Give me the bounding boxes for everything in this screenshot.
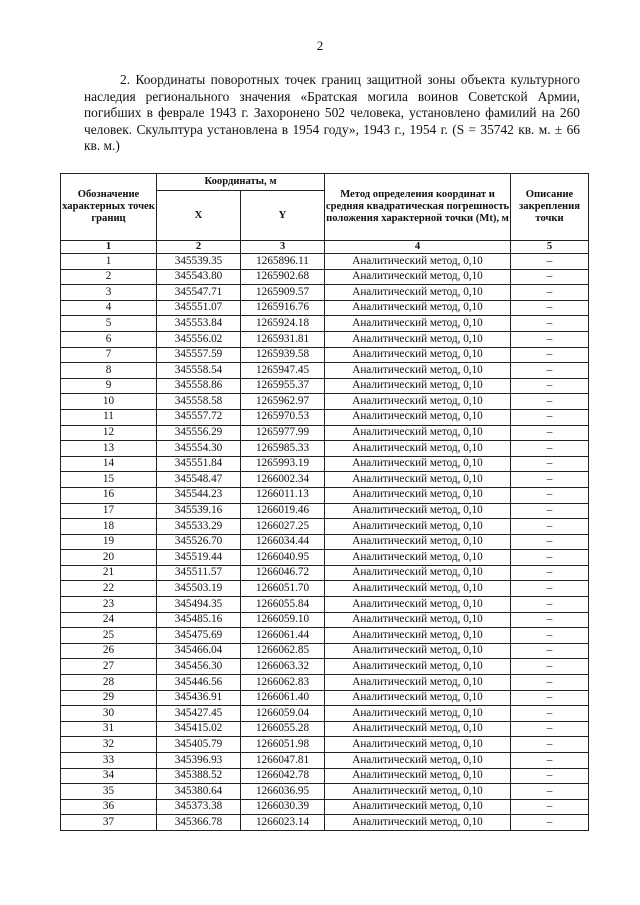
table-row xyxy=(61,799,589,815)
y-coordinate-cell: 1265955.37 xyxy=(241,378,325,394)
y-coordinate-cell: 1266059.10 xyxy=(241,612,325,628)
method-cell: Аналитический метод, 0,10 xyxy=(325,643,511,659)
y-coordinate-cell: 1266042.78 xyxy=(241,768,325,784)
x-coordinate-cell: 345539.35 xyxy=(157,254,241,270)
y-coordinate-cell: 1265977.99 xyxy=(241,425,325,441)
method-cell: Аналитический метод, 0,10 xyxy=(325,768,511,784)
y-coordinate-cell: 1265909.57 xyxy=(241,285,325,301)
y-coordinate-cell: 1265916.76 xyxy=(241,300,325,316)
table-row xyxy=(61,456,589,472)
point-number-cell: 30 xyxy=(61,706,157,722)
table-row xyxy=(61,737,589,753)
description-cell: – xyxy=(511,441,589,457)
table-row xyxy=(61,285,589,301)
description-cell: – xyxy=(511,581,589,597)
table-row xyxy=(61,425,589,441)
table-row xyxy=(61,472,589,488)
y-coordinate-cell: 1265985.33 xyxy=(241,441,325,457)
point-number-cell: 21 xyxy=(61,565,157,581)
y-coordinate-cell: 1265993.19 xyxy=(241,456,325,472)
y-coordinate-cell: 1266030.39 xyxy=(241,799,325,815)
x-coordinate-cell: 345557.59 xyxy=(157,347,241,363)
column-number: 1 xyxy=(61,241,157,254)
method-cell: Аналитический метод, 0,10 xyxy=(325,503,511,519)
description-cell: – xyxy=(511,285,589,301)
table-row xyxy=(61,363,589,379)
x-coordinate-cell: 345494.35 xyxy=(157,597,241,613)
method-cell: Аналитический метод, 0,10 xyxy=(325,363,511,379)
method-cell: Аналитический метод, 0,10 xyxy=(325,254,511,270)
description-cell: – xyxy=(511,706,589,722)
method-cell: Аналитический метод, 0,10 xyxy=(325,597,511,613)
y-coordinate-cell: 1266063.32 xyxy=(241,659,325,675)
y-coordinate-cell: 1265931.81 xyxy=(241,331,325,347)
point-number-cell: 5 xyxy=(61,316,157,332)
column-number: 2 xyxy=(157,241,241,254)
point-number-cell: 17 xyxy=(61,503,157,519)
table-row xyxy=(61,815,589,831)
table-row xyxy=(61,550,589,566)
description-cell: – xyxy=(511,378,589,394)
description-cell: – xyxy=(511,815,589,831)
method-cell: Аналитический метод, 0,10 xyxy=(325,519,511,535)
method-cell: Аналитический метод, 0,10 xyxy=(325,331,511,347)
table-row xyxy=(61,254,589,270)
y-coordinate-cell: 1266059.04 xyxy=(241,706,325,722)
x-coordinate-cell: 345556.29 xyxy=(157,425,241,441)
table-row xyxy=(61,347,589,363)
y-coordinate-cell: 1265939.58 xyxy=(241,347,325,363)
x-coordinate-cell: 345427.45 xyxy=(157,706,241,722)
point-number-cell: 3 xyxy=(61,285,157,301)
point-number-cell: 19 xyxy=(61,534,157,550)
y-coordinate-cell: 1266019.46 xyxy=(241,503,325,519)
table-row xyxy=(61,784,589,800)
description-cell: – xyxy=(511,425,589,441)
y-coordinate-cell: 1266061.40 xyxy=(241,690,325,706)
x-coordinate-cell: 345558.58 xyxy=(157,394,241,410)
x-coordinate-cell: 345396.93 xyxy=(157,753,241,769)
table-row xyxy=(61,659,589,675)
point-number-cell: 29 xyxy=(61,690,157,706)
description-cell: – xyxy=(511,737,589,753)
method-cell: Аналитический метод, 0,10 xyxy=(325,425,511,441)
method-cell: Аналитический метод, 0,10 xyxy=(325,784,511,800)
point-number-cell: 9 xyxy=(61,378,157,394)
column-number: 3 xyxy=(241,241,325,254)
method-cell: Аналитический метод, 0,10 xyxy=(325,815,511,831)
paragraph-text: 2. Координаты поворотных точек границ защитной зоны объекта культурного наследия регионального значения «Братская могила воинов Советской Армии, погибших в феврале 1943 г. Захоронено 502 человека, установлено фамилий на 260 человек. Скульптура установлена в 1954 году», 1943 г., 1954 г. (S = 35742 кв. м. ± 66 кв. м.) xyxy=(84,72,580,153)
method-cell: Аналитический метод, 0,10 xyxy=(325,706,511,722)
x-coordinate-cell: 345556.02 xyxy=(157,331,241,347)
x-coordinate-cell: 345551.84 xyxy=(157,456,241,472)
point-number-cell: 23 xyxy=(61,597,157,613)
table-row xyxy=(61,503,589,519)
table-row xyxy=(61,316,589,332)
description-cell: – xyxy=(511,784,589,800)
description-cell: – xyxy=(511,363,589,379)
point-number-cell: 36 xyxy=(61,799,157,815)
point-number-cell: 11 xyxy=(61,409,157,425)
description-cell: – xyxy=(511,628,589,644)
header-y: Y xyxy=(241,191,325,241)
method-cell: Аналитический метод, 0,10 xyxy=(325,300,511,316)
method-cell: Аналитический метод, 0,10 xyxy=(325,550,511,566)
table-row xyxy=(61,269,589,285)
point-number-cell: 6 xyxy=(61,331,157,347)
x-coordinate-cell: 345533.29 xyxy=(157,519,241,535)
method-cell: Аналитический метод, 0,10 xyxy=(325,753,511,769)
table-row xyxy=(61,612,589,628)
x-coordinate-cell: 345436.91 xyxy=(157,690,241,706)
point-number-cell: 25 xyxy=(61,628,157,644)
y-coordinate-cell: 1266047.81 xyxy=(241,753,325,769)
table-row xyxy=(61,581,589,597)
description-cell: – xyxy=(511,300,589,316)
y-coordinate-cell: 1266051.98 xyxy=(241,737,325,753)
point-number-cell: 13 xyxy=(61,441,157,457)
table-row xyxy=(61,441,589,457)
x-coordinate-cell: 345456.30 xyxy=(157,659,241,675)
description-cell: – xyxy=(511,768,589,784)
x-coordinate-cell: 345519.44 xyxy=(157,550,241,566)
header-method: Метод определения координат и средняя квадратическая погрешность положения характерной точки (Mt), м xyxy=(325,174,511,241)
method-cell: Аналитический метод, 0,10 xyxy=(325,487,511,503)
point-number-cell: 32 xyxy=(61,737,157,753)
column-number: 4 xyxy=(325,241,511,254)
x-coordinate-cell: 345446.56 xyxy=(157,675,241,691)
x-coordinate-cell: 345548.47 xyxy=(157,472,241,488)
description-cell: – xyxy=(511,597,589,613)
y-coordinate-cell: 1266034.44 xyxy=(241,534,325,550)
method-cell: Аналитический метод, 0,10 xyxy=(325,378,511,394)
description-cell: – xyxy=(511,503,589,519)
description-cell: – xyxy=(511,721,589,737)
description-cell: – xyxy=(511,487,589,503)
y-coordinate-cell: 1265902.68 xyxy=(241,269,325,285)
x-coordinate-cell: 345526.70 xyxy=(157,534,241,550)
method-cell: Аналитический метод, 0,10 xyxy=(325,690,511,706)
description-cell: – xyxy=(511,690,589,706)
table-row xyxy=(61,643,589,659)
point-number-cell: 34 xyxy=(61,768,157,784)
header-coordinates: Координаты, м xyxy=(157,174,325,191)
method-cell: Аналитический метод, 0,10 xyxy=(325,269,511,285)
y-coordinate-cell: 1265896.11 xyxy=(241,254,325,270)
x-coordinate-cell: 345366.78 xyxy=(157,815,241,831)
description-cell: – xyxy=(511,347,589,363)
coordinates-paragraph xyxy=(84,72,580,155)
y-coordinate-cell: 1265947.45 xyxy=(241,363,325,379)
x-coordinate-cell: 345554.30 xyxy=(157,441,241,457)
method-cell: Аналитический метод, 0,10 xyxy=(325,659,511,675)
description-cell: – xyxy=(511,799,589,815)
y-coordinate-cell: 1266040.95 xyxy=(241,550,325,566)
description-cell: – xyxy=(511,456,589,472)
method-cell: Аналитический метод, 0,10 xyxy=(325,581,511,597)
description-cell: – xyxy=(511,675,589,691)
x-coordinate-cell: 345388.52 xyxy=(157,768,241,784)
point-number-cell: 26 xyxy=(61,643,157,659)
method-cell: Аналитический метод, 0,10 xyxy=(325,721,511,737)
y-coordinate-cell: 1265924.18 xyxy=(241,316,325,332)
description-cell: – xyxy=(511,753,589,769)
table-row xyxy=(61,487,589,503)
point-number-cell: 2 xyxy=(61,269,157,285)
description-cell: – xyxy=(511,409,589,425)
description-cell: – xyxy=(511,550,589,566)
description-cell: – xyxy=(511,534,589,550)
description-cell: – xyxy=(511,472,589,488)
description-cell: – xyxy=(511,565,589,581)
point-number-cell: 20 xyxy=(61,550,157,566)
point-number-cell: 14 xyxy=(61,456,157,472)
y-coordinate-cell: 1266062.83 xyxy=(241,675,325,691)
table-row xyxy=(61,409,589,425)
description-cell: – xyxy=(511,269,589,285)
x-coordinate-cell: 345551.07 xyxy=(157,300,241,316)
point-number-cell: 7 xyxy=(61,347,157,363)
method-cell: Аналитический метод, 0,10 xyxy=(325,565,511,581)
table-row xyxy=(61,534,589,550)
y-coordinate-cell: 1265962.97 xyxy=(241,394,325,410)
method-cell: Аналитический метод, 0,10 xyxy=(325,737,511,753)
description-cell: – xyxy=(511,659,589,675)
method-cell: Аналитический метод, 0,10 xyxy=(325,675,511,691)
coordinates-table xyxy=(60,173,589,831)
table-row xyxy=(61,300,589,316)
method-cell: Аналитический метод, 0,10 xyxy=(325,534,511,550)
description-cell: – xyxy=(511,331,589,347)
method-cell: Аналитический метод, 0,10 xyxy=(325,394,511,410)
point-number-cell: 22 xyxy=(61,581,157,597)
x-coordinate-cell: 345539.16 xyxy=(157,503,241,519)
y-coordinate-cell: 1266055.84 xyxy=(241,597,325,613)
x-coordinate-cell: 345405.79 xyxy=(157,737,241,753)
column-number: 5 xyxy=(511,241,589,254)
description-cell: – xyxy=(511,254,589,270)
point-number-cell: 35 xyxy=(61,784,157,800)
description-cell: – xyxy=(511,316,589,332)
x-coordinate-cell: 345544.23 xyxy=(157,487,241,503)
point-number-cell: 16 xyxy=(61,487,157,503)
method-cell: Аналитический метод, 0,10 xyxy=(325,347,511,363)
method-cell: Аналитический метод, 0,10 xyxy=(325,456,511,472)
x-coordinate-cell: 345466.04 xyxy=(157,643,241,659)
table-row xyxy=(61,331,589,347)
x-coordinate-cell: 345380.64 xyxy=(157,784,241,800)
point-number-cell: 27 xyxy=(61,659,157,675)
y-coordinate-cell: 1265970.53 xyxy=(241,409,325,425)
x-coordinate-cell: 345543.80 xyxy=(157,269,241,285)
table-row xyxy=(61,597,589,613)
x-coordinate-cell: 345415.02 xyxy=(157,721,241,737)
page-number: 2 xyxy=(316,38,324,53)
method-cell: Аналитический метод, 0,10 xyxy=(325,472,511,488)
table-row xyxy=(61,675,589,691)
method-cell: Аналитический метод, 0,10 xyxy=(325,285,511,301)
point-number-cell: 4 xyxy=(61,300,157,316)
table-row xyxy=(61,565,589,581)
description-cell: – xyxy=(511,394,589,410)
table-row xyxy=(61,768,589,784)
x-coordinate-cell: 345553.84 xyxy=(157,316,241,332)
method-cell: Аналитический метод, 0,10 xyxy=(325,409,511,425)
y-coordinate-cell: 1266023.14 xyxy=(241,815,325,831)
y-coordinate-cell: 1266002.34 xyxy=(241,472,325,488)
description-cell: – xyxy=(511,643,589,659)
y-coordinate-cell: 1266027.25 xyxy=(241,519,325,535)
x-coordinate-cell: 345557.72 xyxy=(157,409,241,425)
point-number-cell: 15 xyxy=(61,472,157,488)
point-number-cell: 8 xyxy=(61,363,157,379)
point-number-cell: 10 xyxy=(61,394,157,410)
description-cell: – xyxy=(511,612,589,628)
x-coordinate-cell: 345485.16 xyxy=(157,612,241,628)
x-coordinate-cell: 345373.38 xyxy=(157,799,241,815)
point-number-cell: 18 xyxy=(61,519,157,535)
x-coordinate-cell: 345503.19 xyxy=(157,581,241,597)
x-coordinate-cell: 345558.86 xyxy=(157,378,241,394)
table-row xyxy=(61,706,589,722)
point-number-cell: 33 xyxy=(61,753,157,769)
table-row xyxy=(61,394,589,410)
y-coordinate-cell: 1266061.44 xyxy=(241,628,325,644)
header-description: Описание закрепления точки xyxy=(511,174,589,241)
table-row xyxy=(61,690,589,706)
x-coordinate-cell: 345475.69 xyxy=(157,628,241,644)
point-number-cell: 24 xyxy=(61,612,157,628)
method-cell: Аналитический метод, 0,10 xyxy=(325,441,511,457)
y-coordinate-cell: 1266051.70 xyxy=(241,581,325,597)
y-coordinate-cell: 1266011.13 xyxy=(241,487,325,503)
point-number-cell: 12 xyxy=(61,425,157,441)
header-x: X xyxy=(157,191,241,241)
table-row xyxy=(61,519,589,535)
description-cell: – xyxy=(511,519,589,535)
y-coordinate-cell: 1266055.28 xyxy=(241,721,325,737)
method-cell: Аналитический метод, 0,10 xyxy=(325,612,511,628)
y-coordinate-cell: 1266046.72 xyxy=(241,565,325,581)
point-number-cell: 37 xyxy=(61,815,157,831)
y-coordinate-cell: 1266036.95 xyxy=(241,784,325,800)
x-coordinate-cell: 345558.54 xyxy=(157,363,241,379)
x-coordinate-cell: 345511.57 xyxy=(157,565,241,581)
table-row xyxy=(61,721,589,737)
point-number-cell: 28 xyxy=(61,675,157,691)
method-cell: Аналитический метод, 0,10 xyxy=(325,799,511,815)
table-row xyxy=(61,753,589,769)
table-row xyxy=(61,628,589,644)
method-cell: Аналитический метод, 0,10 xyxy=(325,628,511,644)
x-coordinate-cell: 345547.71 xyxy=(157,285,241,301)
point-number-cell: 1 xyxy=(61,254,157,270)
y-coordinate-cell: 1266062.85 xyxy=(241,643,325,659)
header-designation: Обозначение характерных точек границ xyxy=(61,174,157,241)
table-row xyxy=(61,378,589,394)
method-cell: Аналитический метод, 0,10 xyxy=(325,316,511,332)
point-number-cell: 31 xyxy=(61,721,157,737)
